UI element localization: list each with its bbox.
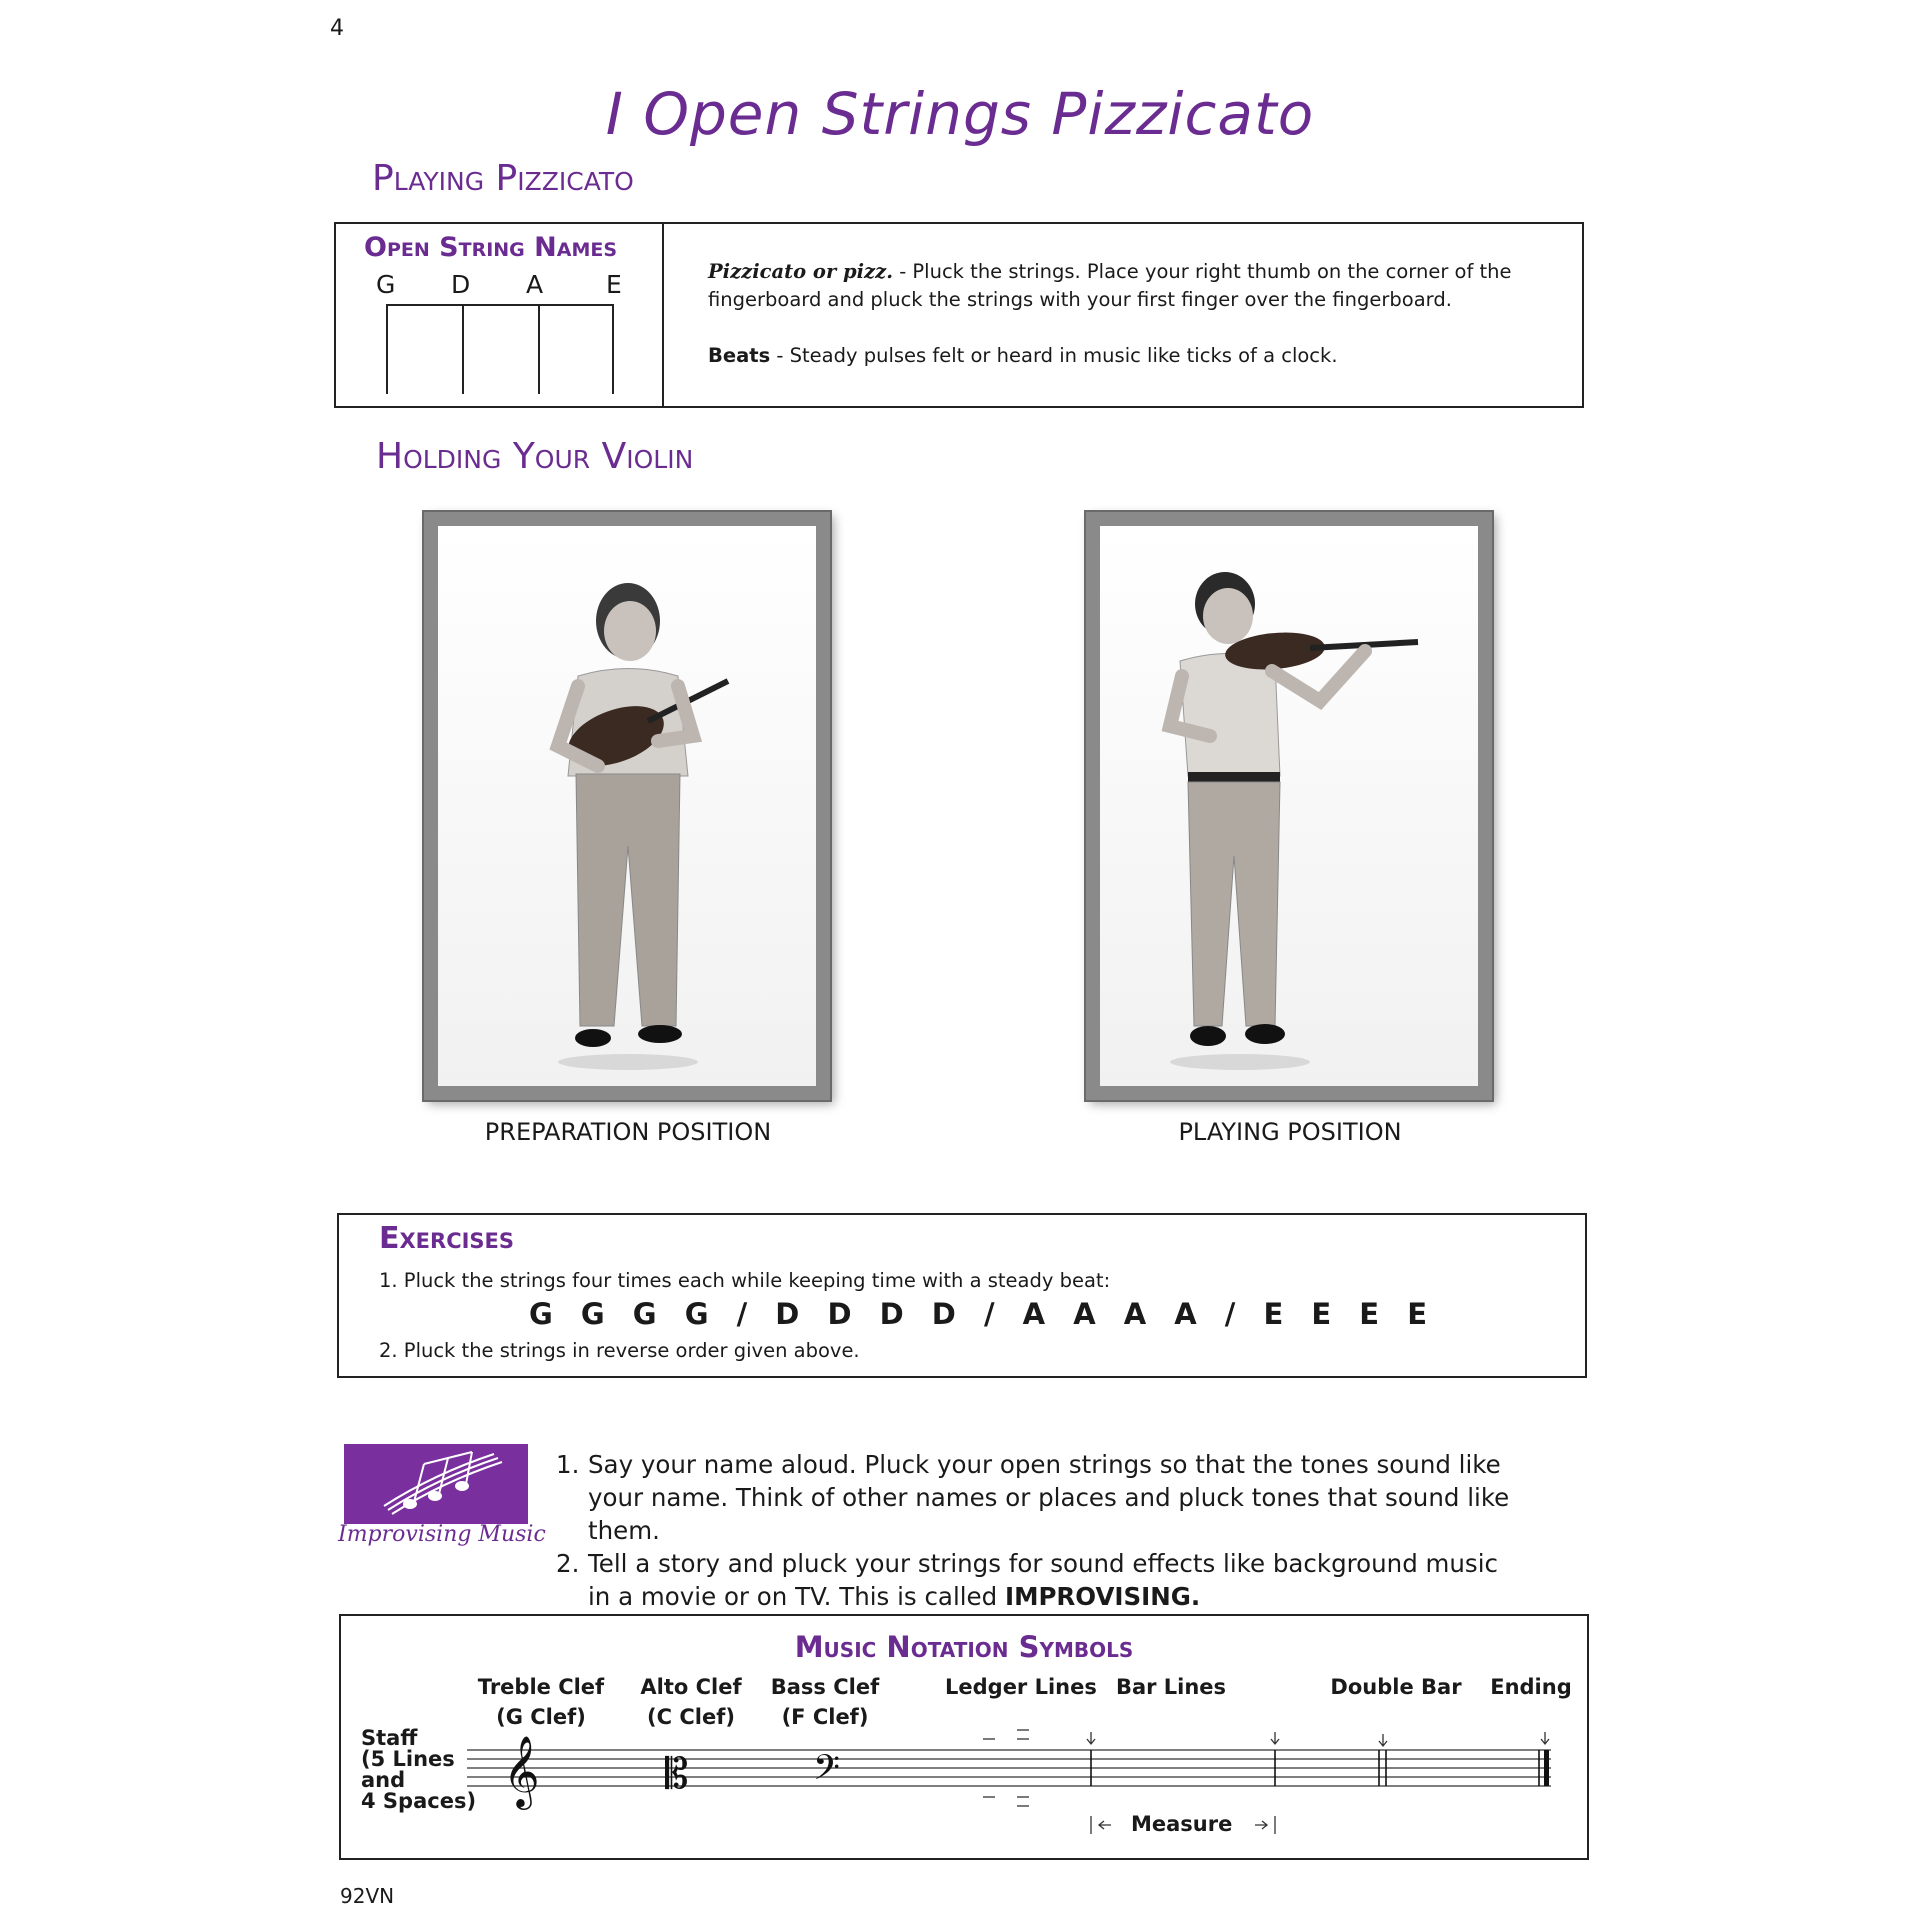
improvising-item-1-text: Say your name aloud. Pluck your open strings so that the tones sound like your name. Think of other names or places and pluck tones that sound like them. xyxy=(588,1450,1510,1545)
playing-position-caption: PLAYING POSITION xyxy=(1178,1118,1402,1146)
improvising-list xyxy=(556,1448,1516,1613)
footer-code: 92VN xyxy=(340,1884,395,1908)
improvising-item-2-number: 2. xyxy=(556,1549,580,1578)
string-name-e: E xyxy=(606,270,622,299)
exercise-string-sequence: G G G G / D D D D / A A A A / E E E E xyxy=(529,1297,1437,1331)
exercises-title: Exercises xyxy=(379,1221,515,1256)
string-line-g xyxy=(386,304,388,394)
staff-label-line-4: 4 Spaces) xyxy=(361,1789,477,1813)
staff-label-line-1: Staff xyxy=(361,1726,418,1750)
string-name-g: G xyxy=(376,270,396,299)
pizzicato-definition-text: - Pluck the strings. Place your right thumb on the corner of the fingerboard and pluck the strings with your first finger over the fingerboard. xyxy=(708,260,1512,311)
treble-clef-alt-name: (G Clef) xyxy=(496,1705,586,1729)
alto-clef-alt-name: (C Clef) xyxy=(647,1705,735,1729)
string-name-d: D xyxy=(451,270,471,299)
improvising-item-2 xyxy=(556,1547,1516,1613)
string-diagram-top-line xyxy=(386,304,614,306)
improvising-music-logo-text: Improvising Music xyxy=(338,1522,546,1547)
student-preparation-figure xyxy=(438,526,816,1086)
ending-label: Ending xyxy=(1490,1675,1572,1699)
bar-lines-label: Bar Lines xyxy=(1115,1675,1227,1699)
bass-clef-icon: 𝄢 xyxy=(813,1747,841,1796)
bass-clef-name: Bass Clef xyxy=(770,1675,880,1699)
beats-term: Beats xyxy=(708,344,771,367)
staff-label-line-3: and xyxy=(361,1768,406,1792)
open-string-names-cell xyxy=(336,224,664,406)
pizzicato-term: Pizzicato or pizz. xyxy=(708,260,893,283)
section-heading-holding-violin: Holding Your Violin xyxy=(376,436,694,477)
string-name-a: A xyxy=(526,270,544,299)
music-staff-diagram xyxy=(341,1616,1587,1858)
improvising-item-1-number: 1. xyxy=(556,1450,580,1479)
improvising-item-2-text: Tell a story and pluck your strings for sound effects like background music in a movie or on TV. This is called xyxy=(588,1549,1498,1611)
preparation-position-photo xyxy=(424,512,830,1100)
bass-clef-alt-name: (F Clef) xyxy=(781,1705,869,1729)
section-heading-playing-pizzicato: Playing Pizzicato xyxy=(372,158,634,199)
string-line-a xyxy=(538,304,540,394)
beats-definition xyxy=(708,344,1558,367)
preparation-position-caption: PREPARATION POSITION xyxy=(484,1118,772,1146)
string-line-d xyxy=(462,304,464,394)
chapter-title: I Open Strings Pizzicato xyxy=(605,80,1315,148)
measure-label: Measure xyxy=(1131,1812,1233,1836)
improvising-term: IMPROVISING. xyxy=(1004,1582,1201,1611)
page-number: 4 xyxy=(330,16,344,41)
music-notation-box xyxy=(339,1614,1589,1860)
double-bar-label: Double Bar xyxy=(1330,1675,1462,1699)
pizzicato-definition xyxy=(708,258,1558,314)
staff-lines xyxy=(467,1750,1551,1786)
open-string-names-title: Open String Names xyxy=(364,232,618,263)
playing-position-photo xyxy=(1086,512,1492,1100)
pizzicato-info-box xyxy=(334,222,1584,408)
ledger-lines-label: Ledger Lines xyxy=(945,1675,1097,1699)
ending-thick-line xyxy=(1544,1750,1549,1786)
exercises-box xyxy=(337,1213,1587,1378)
exercise-item-1: 1. Pluck the strings four times each while keeping time with a steady beat: xyxy=(379,1269,1111,1292)
treble-clef-name: Treble Clef xyxy=(477,1675,605,1699)
beats-definition-text: - Steady pulses felt or heard in music like ticks of a clock. xyxy=(776,344,1338,367)
improvising-music-logo xyxy=(344,1444,528,1524)
staff-label-line-2: (5 Lines xyxy=(361,1747,455,1771)
music-notes-icon xyxy=(344,1444,528,1524)
improvising-item-1 xyxy=(556,1448,1516,1547)
treble-clef-icon: 𝄞 xyxy=(503,1734,540,1807)
alto-clef-name: Alto Clef xyxy=(640,1675,742,1699)
alto-clef-icon: 𝄡 xyxy=(665,1749,689,1798)
exercise-item-2: 2. Pluck the strings in reverse order given above. xyxy=(379,1339,860,1362)
pointer-arrows xyxy=(1087,1732,1549,1746)
string-line-e xyxy=(612,304,614,394)
student-playing-figure xyxy=(1100,526,1478,1086)
music-notation-title: Music Notation Symbols xyxy=(794,1630,1134,1664)
